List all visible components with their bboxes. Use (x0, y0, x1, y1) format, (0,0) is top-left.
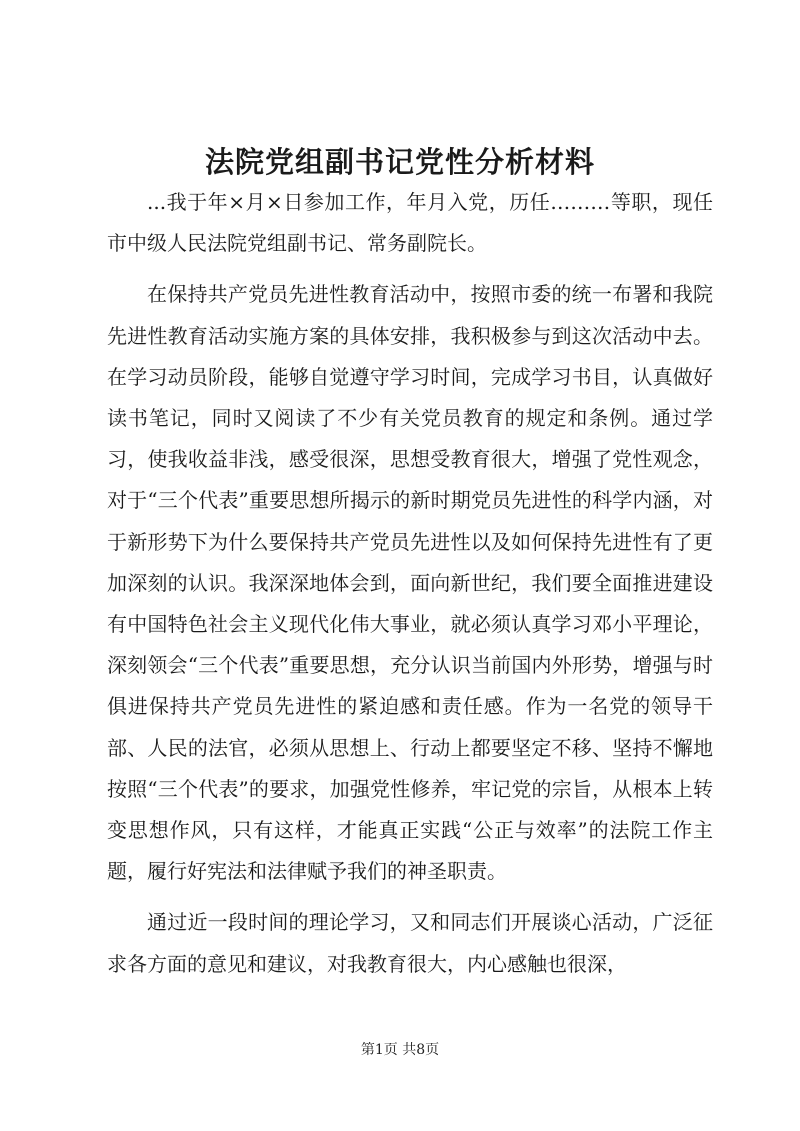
paragraph-3: 通过近一段时间的理论学习，又和同志们开展谈心活动，广泛征求各方面的意见和建议，对我教育很大，内心感触也很深， (107, 910, 713, 976)
paragraph-2: 在保持共产党员先进性教育活动中，按照市委的统一布署和我院先进性教育活动实施方案的具体安排，我积极参与到这次活动中去。在学习动员阶段，能够自觉遵守学习时间，完成学习书目，认真做好读书笔记，同时又阅读了不少有关党员教育的规定和条例。通过学习，使我收益非浅，感受很深，思想受教育很大，增强了党性观念，对于“三个代表”重要思想所揭示的新时期党员先进性的科学内涵，对于新形势下为什么要保持共产党员先进性以及如何保持先进性有了更加深刻的认识。我深深地体会到，面向新世纪，我们要全面推进建设有中国特色社会主义现代化伟大事业，就必须认真学习邓小平理论，深刻领会“三个代表”重要思想，充分认识当前国内外形势，增强与时俱进保持共产党员先进性的紧迫感和责任感。作为一名党的领导干部、人民的法官，必须从思想上、行动上都要坚定不移、坚持不懈地按照“三个代表”的要求，加强党性修养，牢记党的宗旨，从根本上转变思想作风，只有这样，才能真正实践“公正与效率”的法院工作主题，履行好宪法和法律赋予我们的神圣职责。 (107, 282, 713, 884)
page-number-footer: 第1页 共8页 (360, 1042, 440, 1058)
document-title: 法院党组副书记党性分析材料 (204, 145, 595, 179)
document-body (107, 182, 713, 985)
paragraph-1: ...我于年×月×日参加工作，年月入党，历任………等职，现任市中级人民法院党组副书记、常务副院长。 (107, 190, 713, 256)
